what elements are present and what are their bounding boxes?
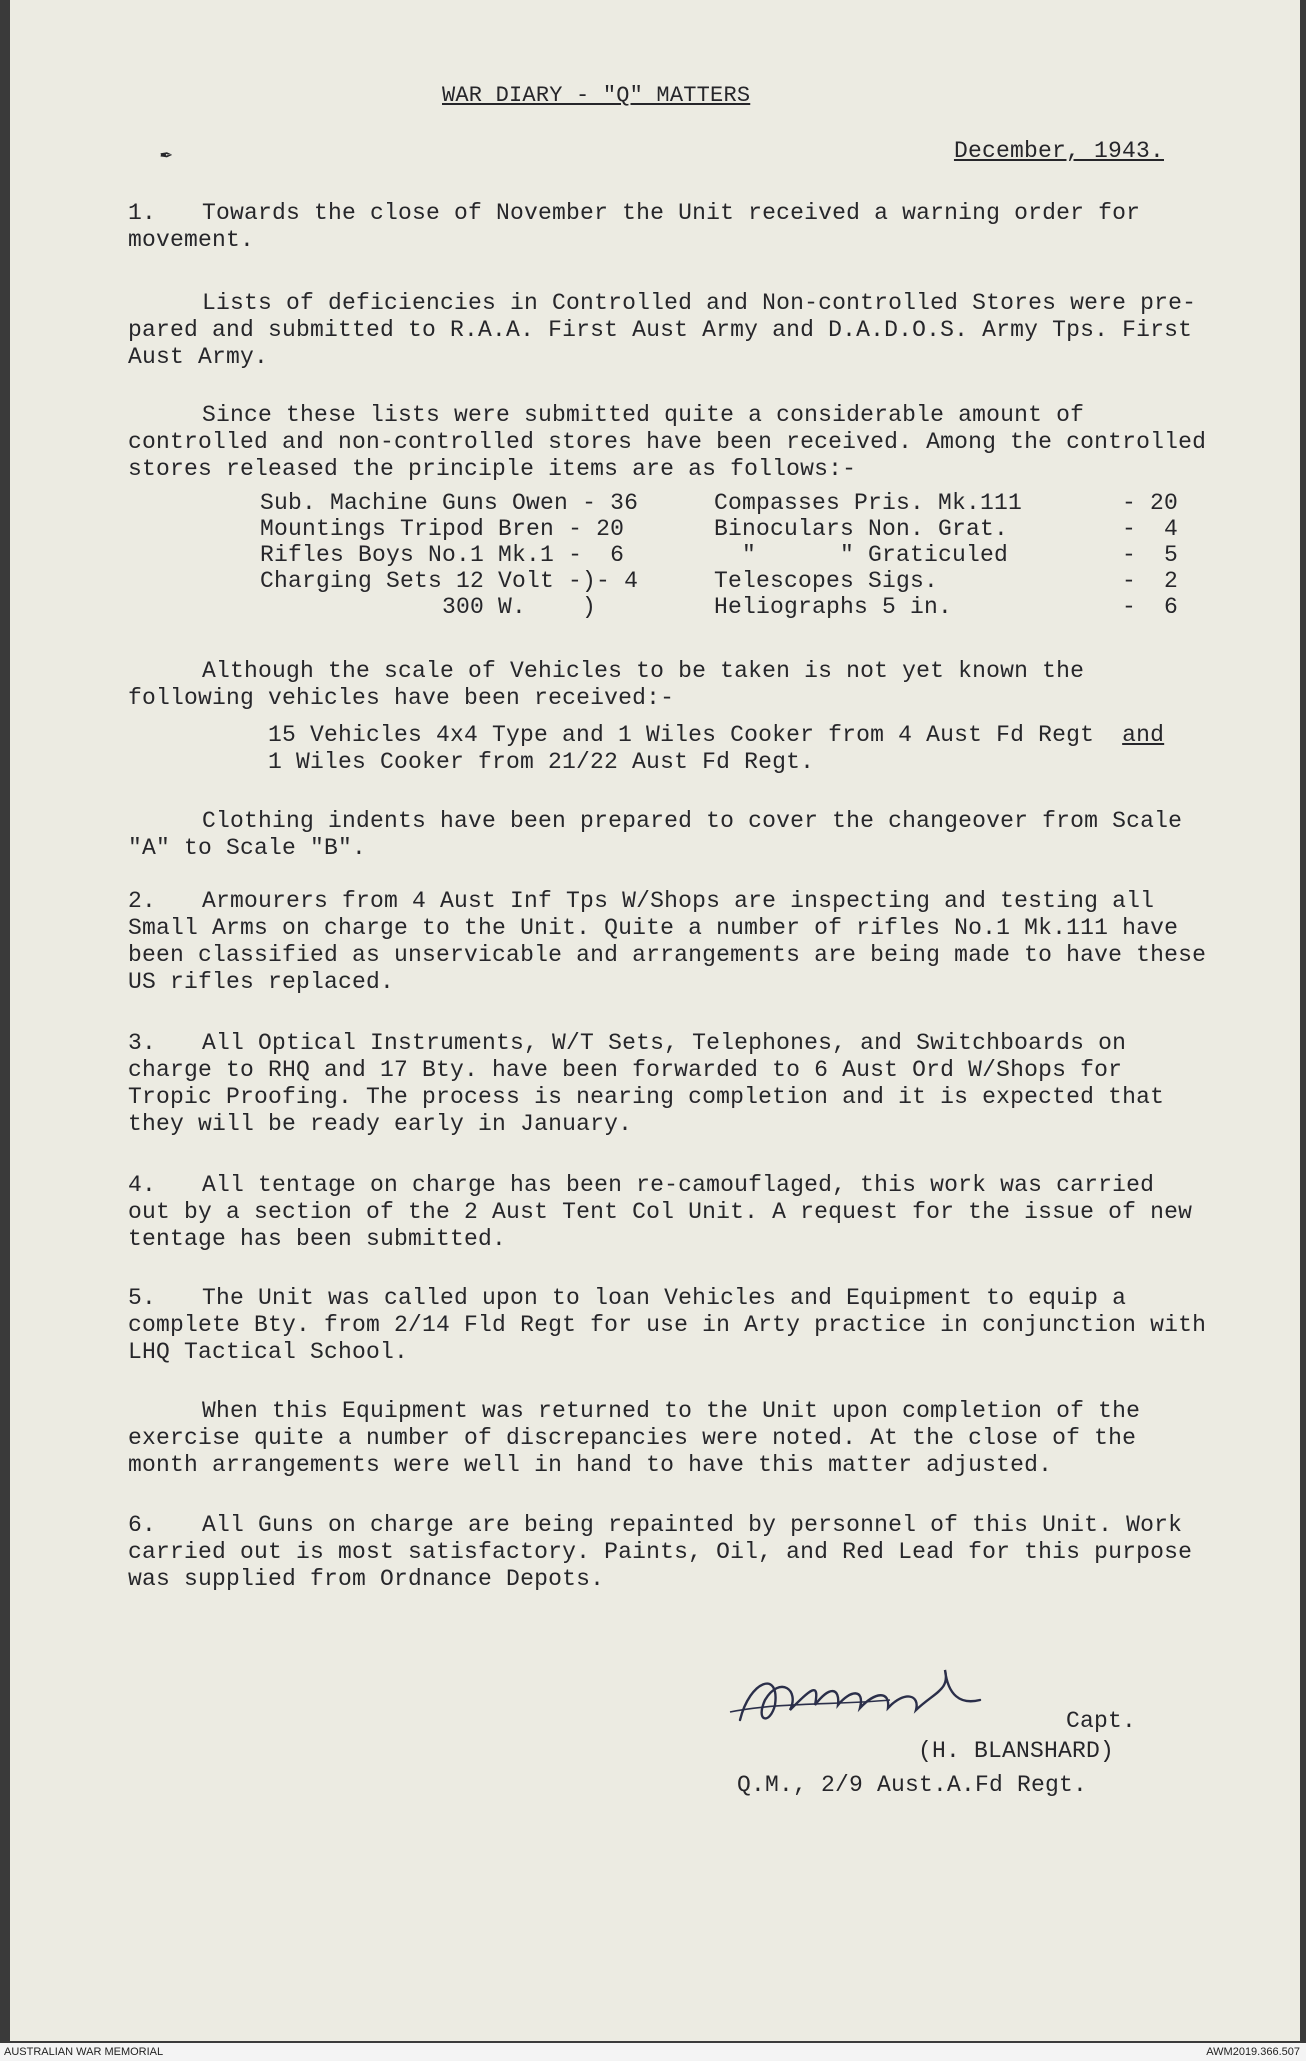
stores-left-row: Mountings Tripod Bren - 20	[260, 516, 625, 542]
para-1-line2: movement.	[128, 227, 255, 253]
para-1-line1: Towards the close of November the Unit received a warning order for	[202, 200, 1141, 226]
stores-right-row: Binoculars Non. Grat.	[714, 516, 1009, 542]
para-2: 2. Armourers from 4 Aust Inf Tps W/Shops are inspecting and testing all Small Arms on charge to the Unit. Quite a number of rifles No.1 Mk.111 have been classified as unservicable and arrangements are being made to have these US rifles replaced.	[128, 888, 1207, 995]
footer-institution: AUSTRALIAN WAR MEMORIAL	[4, 2046, 164, 2058]
para-5: 5. The Unit was called upon to loan Vehicles and Equipment to equip a complete Bty. from 2/14 Fld Regt for use in Arty practice in conjunction with LHQ Tactical School.	[128, 1285, 1207, 1365]
stores-right-row: " " Graticuled	[714, 542, 1009, 568]
para-6-number: 6.	[128, 1512, 157, 1538]
stores-right-qty: - 4	[1122, 516, 1179, 542]
ink-mark: ✒	[160, 144, 173, 167]
stores-left-row: 300 W. )	[260, 594, 597, 620]
para-6: 6. All Guns on charge are being repainted by personnel of this Unit. Work carried out is most satisfactory. Paints, Oil, and Red Lead for this purpose was supplied from Ordnance Depots.	[128, 1512, 1193, 1592]
para-3: 3. All Optical Instruments, W/T Sets, Telephones, and Switchboards on charge to RHQ and 17 Bty. have been forwarded to 6 Aust Ord W/Shops for Tropic Proofing. The process is nearing completion and it is expected that they will be ready early in January.	[128, 1030, 1165, 1137]
para-1-clothing: Clothing indents have been prepared to cover the changeover from Scale "A" to Scale "B".	[128, 808, 1183, 861]
stores-right-qty: - 5	[1122, 542, 1179, 568]
signature-rank: Capt.	[1066, 1708, 1137, 1734]
stores-right-qty: - 2	[1122, 568, 1179, 594]
para-5-continued: When this Equipment was returned to the Unit upon completion of the exercise quite a number of discrepancies were noted. At the close of the month arrangements were well in hand to have this matter adjusted.	[128, 1398, 1141, 1478]
para-4-number: 4.	[128, 1172, 157, 1198]
para-1-number: 1.	[128, 200, 157, 226]
para-1-deficiencies: Lists of deficiencies in Controlled and Non-controlled Stores were pre-pared and submitted to R.A.A. First Aust Army and D.A.D.O.S. Army Tps. First Aust Army.	[128, 290, 1197, 370]
stores-right-qty: - 6	[1122, 594, 1179, 620]
footer-reference: AWM2019.366.507	[1206, 2046, 1300, 2058]
stores-left-row: Sub. Machine Guns Owen - 36	[260, 490, 639, 516]
document-title: WAR DIARY - "Q" MATTERS	[442, 83, 751, 108]
stores-right-row: Compasses Pris. Mk.111	[714, 490, 1023, 516]
signature-position: Q.M., 2/9 Aust.A.Fd Regt.	[737, 1772, 1088, 1798]
handwritten-signature	[720, 1650, 1060, 1740]
stores-left-row: Charging Sets 12 Volt -)- 4	[260, 568, 639, 594]
para-3-number: 3.	[128, 1030, 157, 1056]
stores-right-row: Heliographs 5 in.	[714, 594, 953, 620]
signature-name: (H. BLANSHARD)	[918, 1738, 1115, 1764]
vehicle-line-2: 1 Wiles Cooker from 21/22 Aust Fd Regt.	[268, 749, 815, 775]
document-page	[10, 0, 1300, 2041]
para-2-number: 2.	[128, 888, 157, 914]
stores-right-row: Telescopes Sigs.	[714, 568, 939, 594]
para-1-vehicles: Although the scale of Vehicles to be taken is not yet known the following vehicles have been received:-	[128, 658, 1085, 711]
stores-right-qty: - 20	[1122, 490, 1179, 516]
para-4: 4. All tentage on charge has been re-camouflaged, this work was carried out by a section of the 2 Aust Tent Col Unit. A request for the issue of new tentage has been submitted.	[128, 1172, 1193, 1252]
para-5-number: 5.	[128, 1285, 157, 1311]
para-1	[128, 200, 1208, 227]
vehicle-line-1: 15 Vehicles 4x4 Type and 1 Wiles Cooker from 4 Aust Fd Regt and	[268, 722, 1165, 748]
para-1-stores: Since these lists were submitted quite a considerable amount of controlled and non-controlled stores have been received. Among the controlled stores released the principle items are as follows:-	[128, 402, 1207, 482]
archive-footer	[0, 2043, 1306, 2061]
document-date: December, 1943.	[953, 138, 1164, 164]
stores-left-row: Rifles Boys No.1 Mk.1 - 6	[260, 542, 625, 568]
